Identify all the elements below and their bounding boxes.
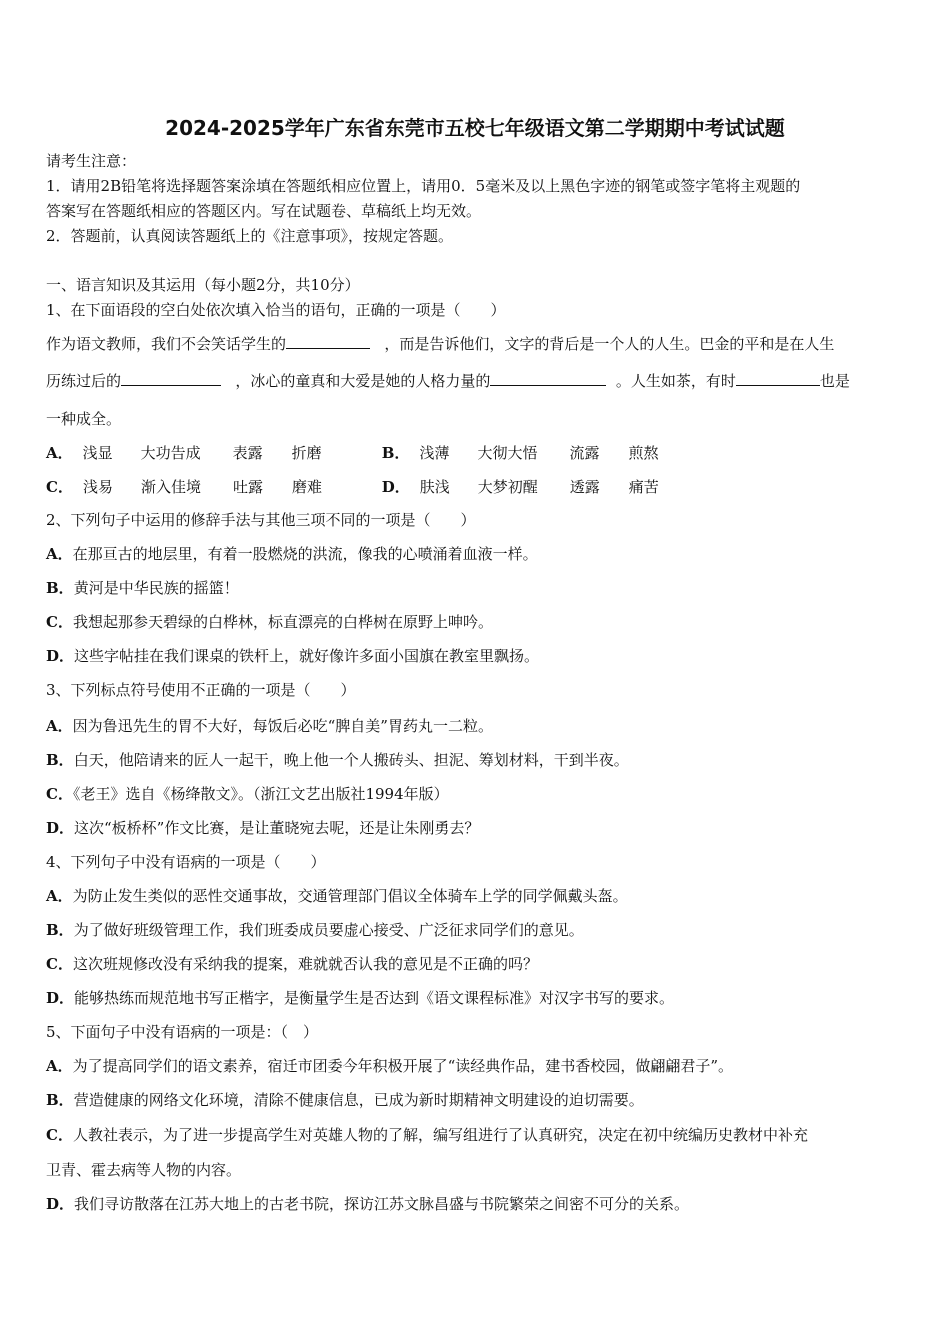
- question-4-option-b[interactable]: [46, 920, 584, 940]
- question-1-stem: 1、在下面语段的空白处依次填入恰当的语句，正确的一项是（ ）: [46, 301, 506, 319]
- option-text: 因为鲁迅先生的胃不大好，每饭后必吃“脾自美”胃药丸一二粒。: [72, 717, 493, 735]
- fill-blank-2: [121, 371, 221, 386]
- passage-text: 作为语文教师，我们不会笑话学生的: [46, 335, 287, 353]
- question-2-option-c[interactable]: [46, 612, 493, 632]
- question-2-option-b[interactable]: [46, 578, 239, 598]
- notice-item-1-line-1: 1．请用2B铅笔将选择题答案涂填在答题纸相应位置上，请用0．5毫米及以上黑色字迹的钢笔或签字笔将主观题的: [46, 177, 801, 195]
- option-text: 为了做好班级管理工作，我们班委成员要虚心接受、广泛征求同学们的意见。: [73, 921, 584, 939]
- question-3-option-b[interactable]: [46, 750, 629, 770]
- option-c[interactable]: [46, 477, 377, 497]
- question-2-option-d[interactable]: [46, 646, 539, 666]
- option-word: 流露: [569, 444, 600, 462]
- option-label: A．: [46, 545, 73, 563]
- option-label: C．: [46, 955, 73, 973]
- question-5-stem: 5、下面句子中没有语病的一项是：（ ）: [46, 1023, 319, 1041]
- fill-blank-3: [490, 371, 606, 386]
- question-4-option-a[interactable]: [46, 886, 628, 906]
- question-1-passage-line-3: 一种成全。: [46, 410, 122, 428]
- option-label: A．: [46, 887, 73, 905]
- option-text: 黄河是中华民族的摇篮！: [73, 579, 239, 597]
- question-5-option-c-continued: 卫青、霍去病等人物的内容。: [46, 1161, 242, 1179]
- section-heading: 一、语言知识及其运用（每小题2分，共10分）: [46, 276, 360, 294]
- option-word: 大彻大悟: [477, 444, 538, 462]
- option-word: 渐入佳境: [140, 478, 201, 496]
- question-4-stem: 4、下列句子中没有语病的一项是（ ）: [46, 853, 326, 871]
- option-text: 为防止发生类似的恶性交通事故，交通管理部门倡议全体骑车上学的同学佩戴头盔。: [72, 887, 628, 905]
- question-1-passage-line-1: [46, 334, 834, 354]
- option-text: 白天，他陪请来的匠人一起干，晚上他一个人搬砖头、担泥、筹划材料，干到半夜。: [73, 751, 629, 769]
- passage-text: 。人生如茶，有时: [615, 372, 736, 390]
- option-text: 这次“板桥杯”作文比赛，是让董晓宛去呢，还是让朱刚勇去？: [74, 819, 480, 837]
- notice-item-1-line-2: 答案写在答题纸相应的答题区内。写在试题卷、草稿纸上均无效。: [46, 202, 482, 220]
- option-word: 浅显: [82, 444, 113, 462]
- option-label: B．: [46, 751, 74, 769]
- question-5-option-b[interactable]: [46, 1090, 644, 1110]
- option-b[interactable]: [382, 443, 659, 463]
- option-label: D．: [46, 1195, 75, 1213]
- option-label: D．: [381, 478, 410, 496]
- option-word: 痛苦: [628, 478, 659, 496]
- option-word: 浅易: [82, 478, 113, 496]
- option-word: 大梦初醒: [477, 478, 538, 496]
- option-a[interactable]: [46, 443, 377, 463]
- notice-item-2: 2．答题前，认真阅读答题纸上的《注意事项》，按规定答题。: [46, 227, 454, 245]
- option-text: 在那亘古的地层里，有着一股燃烧的洪流，像我的心喷涌着血液一样。: [72, 545, 538, 563]
- option-label: C．: [46, 478, 73, 496]
- option-word: 浅薄: [419, 444, 450, 462]
- option-word: 表露: [232, 444, 263, 462]
- option-label: D．: [46, 989, 75, 1007]
- option-word: 磨难: [291, 478, 322, 496]
- option-text: 为了提高同学们的语文素养，宿迁市团委今年积极开展了“读经典作品，建书香校园，做翩翩君子”。: [72, 1057, 733, 1075]
- option-text: 这次班规修改没有采纳我的提案，难就就否认我的意见是不正确的吗？: [72, 955, 538, 973]
- option-label: D．: [46, 819, 75, 837]
- fill-blank-4: [736, 371, 820, 386]
- option-label: A．: [46, 444, 73, 462]
- option-label: A．: [46, 717, 73, 735]
- option-label: C．: [46, 785, 73, 803]
- question-1-options-row-1: [46, 443, 658, 463]
- option-word: 肤浅: [419, 478, 450, 496]
- question-5-option-d[interactable]: [46, 1194, 689, 1214]
- option-label: B．: [381, 444, 410, 462]
- question-4-option-c[interactable]: [46, 954, 538, 974]
- option-label: B．: [46, 579, 74, 597]
- option-label: D．: [46, 647, 75, 665]
- fill-blank-1: [286, 334, 370, 349]
- question-1-options-row-2: [46, 477, 659, 497]
- option-text: 能够热练而规范地书写正楷字，是衡量学生是否达到《语文课程标准》对汉字书写的要求。: [74, 989, 675, 1007]
- option-label: B．: [46, 921, 74, 939]
- option-word: 吐露: [232, 478, 263, 496]
- question-5-option-a[interactable]: [46, 1056, 733, 1076]
- question-1-passage-line-2: [46, 371, 850, 391]
- option-text: 我想起那参天碧绿的白桦林，标直漂亮的白桦树在原野上呻吟。: [72, 613, 493, 631]
- question-2-stem: 2、下列句子中运用的修辞手法与其他三项不同的一项是（ ）: [46, 511, 476, 529]
- option-text: 我们寻访散落在江苏大地上的古老书院，探访江苏文脉昌盛与书院繁荣之间密不可分的关系。: [74, 1195, 690, 1213]
- question-3-option-d[interactable]: [46, 818, 479, 838]
- question-3-option-a[interactable]: [46, 716, 493, 736]
- page-title: 2024-2025学年广东省东莞市五校七年级语文第二学期期中考试试题: [165, 116, 785, 140]
- question-5-option-c[interactable]: [46, 1125, 808, 1145]
- option-d[interactable]: [382, 477, 659, 497]
- option-word: 透露: [569, 478, 600, 496]
- option-label: A．: [46, 1057, 73, 1075]
- notice-heading: 请考生注意：: [46, 152, 137, 170]
- option-word: 折磨: [291, 444, 322, 462]
- passage-text: ，冰心的童真和大爱是她的人格力量的: [235, 372, 491, 390]
- passage-text: 也是: [819, 372, 850, 390]
- question-3-stem: 3、下列标点符号使用不正确的一项是（ ）: [46, 681, 356, 699]
- option-label: C．: [46, 613, 73, 631]
- question-3-option-c[interactable]: [46, 784, 449, 804]
- option-word: 煎熬: [628, 444, 659, 462]
- option-word: 大功告成: [140, 444, 201, 462]
- passage-text: 历练过后的: [46, 372, 122, 390]
- option-text: 《老王》选自《杨绛散文》。（浙江文艺出版社1994年版）: [72, 785, 449, 803]
- question-2-option-a[interactable]: [46, 544, 538, 564]
- option-label: B．: [46, 1091, 74, 1109]
- option-text: 这些字帖挂在我们课桌的铁杆上，就好像许多面小国旗在教室里飘扬。: [74, 647, 540, 665]
- option-text: 人教社表示，为了进一步提高学生对英雄人物的了解，编写组进行了认真研究，决定在初中统编历史教材中补充: [72, 1126, 808, 1144]
- option-text: 营造健康的网络文化环境，清除不健康信息，已成为新时期精神文明建设的迫切需要。: [73, 1091, 644, 1109]
- passage-text: ，而是告诉他们，文字的背后是一个人的人生。巴金的平和是在人生: [384, 335, 835, 353]
- option-label: C．: [46, 1126, 73, 1144]
- question-4-option-d[interactable]: [46, 988, 674, 1008]
